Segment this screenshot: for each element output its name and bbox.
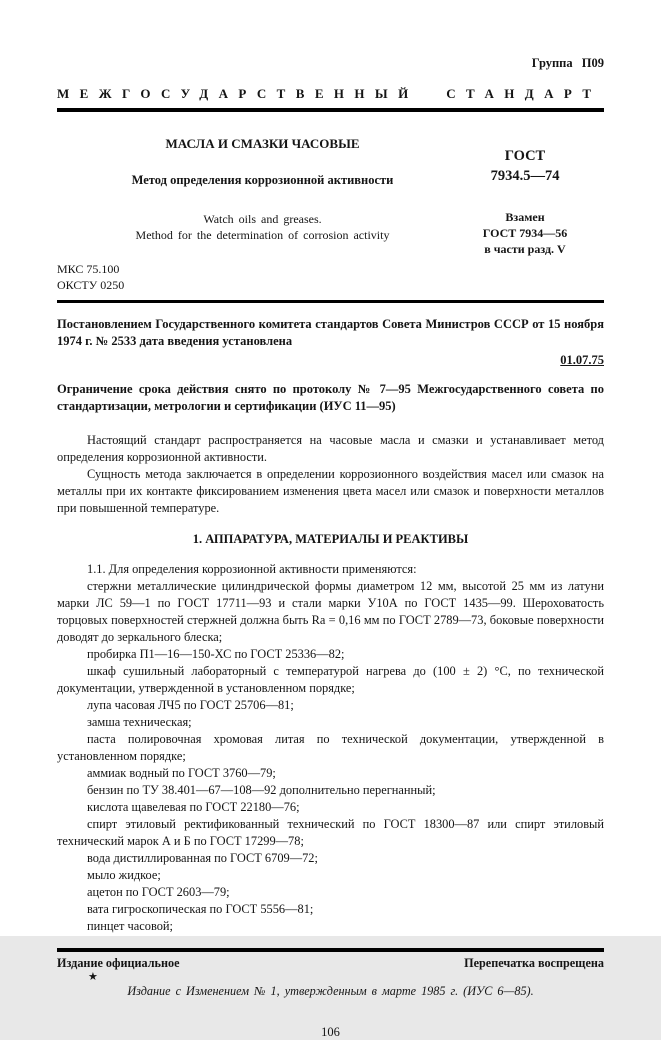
- section-1-item: бензин по ТУ 38.401—67—108—92 дополнительно перегнанный;: [87, 783, 436, 797]
- gost-label: ГОСТ: [504, 148, 546, 164]
- replaces-note: [446, 209, 604, 257]
- gost-number: 7934.5—74: [490, 168, 560, 184]
- section-1-heading: 1. АППАРАТУРА, МАТЕРИАЛЫ И РЕАКТИВЫ: [192, 532, 469, 546]
- official-edition-label: Издание официальное: [57, 956, 180, 970]
- section-1-item: пинцет часовой;: [87, 919, 173, 933]
- reprint-forbidden-label: Перепечатка воспрещена: [464, 956, 604, 970]
- section-1-item: стержни металлические цилиндрической формы диаметром 12 мм, высотой 25 мм из латуни марки ЛС 59—1 по ГОСТ 17711—93 и стали марки У10А по ГОСТ 1435—99. Шероховатость торцовых поверхностей стержней должна быть Ra = 0,16 мм по ГОСТ 2789—73, боковые поверхности доводят до зеркального блеска;: [57, 579, 604, 644]
- classification-codes: [57, 261, 604, 293]
- limitation-paragraph: Ограничение срока действия снято по протоколу № 7—95 Межгосударственного совета по стандартизации, метрологии и сертификации (ИУС 11—95): [57, 382, 604, 413]
- section-1-item: ацетон по ГОСТ 2603—79;: [87, 885, 230, 899]
- footer-row: [57, 956, 604, 971]
- section-1-item: паста полировочная хромовая литая по технической документации, утвержденной в установленном порядке;: [57, 732, 604, 763]
- section-1-body: [57, 561, 604, 935]
- gost-designation-column: [446, 136, 604, 257]
- edition-note: Издание с Изменением № 1, утвержденным в марте 1985 г. (ИУС 6—85).: [127, 984, 534, 998]
- section-1-item: кислота щавелевая по ГОСТ 22180—76;: [87, 800, 300, 814]
- document-subtitle-ru: Метод определения коррозионной активности: [131, 173, 394, 187]
- intro-section: [57, 432, 604, 517]
- codes-rule: [57, 300, 604, 303]
- document-title-en: [87, 211, 438, 243]
- document-title-ru: МАСЛА И СМАЗКИ ЧАСОВЫЕ: [165, 136, 360, 151]
- gost-designation: [446, 146, 604, 186]
- section-1-item: замша техническая;: [87, 715, 192, 729]
- intro-paragraph-2: Сущность метода заключается в определении коррозионного воздействия масел или смазок на металлы при их контакте фиксированием изменения цвета масел или смазок и поверхности металлов при повышенной температуре.: [57, 467, 604, 515]
- effective-date: 01.07.75: [560, 353, 604, 367]
- title-main-column: [57, 136, 446, 257]
- header-rule: [57, 108, 604, 112]
- section-1-item: спирт этиловый ректификованный технический по ГОСТ 18300—87 или спирт этиловый технический марок А и Б по ГОСТ 17299—78;: [57, 817, 604, 848]
- replaces-label: Взамен: [505, 210, 545, 224]
- title-block: [57, 136, 604, 257]
- title-en-line2: Method for the determination of corrosion activity: [135, 228, 390, 242]
- section-1-item: аммиак водный по ГОСТ 3760—79;: [87, 766, 276, 780]
- section-1-item: вата гигроскопическая по ГОСТ 5556—81;: [87, 902, 314, 916]
- standard-type-heading: МЕЖГОСУДАРСТВЕННЫЙ СТАНДАРТ: [57, 86, 602, 101]
- mks-code: МКС 75.100: [57, 262, 120, 276]
- star-icon: ★: [88, 971, 98, 983]
- section-1-item: лупа часовая ЛЧ5 по ГОСТ 25706—81;: [87, 698, 294, 712]
- title-en-line1: Watch oils and greases.: [203, 212, 322, 226]
- footer-rule: [57, 948, 604, 952]
- section-1-item: шкаф сушильный лабораторный с температурой нагрева до (100 ± 2) °С, по технической документации, утвержденной в установленном порядке;: [57, 664, 604, 695]
- page-number: 106: [321, 1025, 340, 1039]
- intro-paragraph-1: Настоящий стандарт распространяется на часовые масла и смазки и устанавливает метод определения коррозионной активности.: [57, 433, 604, 464]
- replaces-standard: ГОСТ 7934—56: [482, 226, 568, 240]
- decree-paragraph: Постановлением Государственного комитета стандартов Совета Министров СССР от 15 ноября 1974 г. № 2533 дата введения установлена: [57, 317, 604, 348]
- okstu-code: ОКСТУ 0250: [57, 278, 125, 292]
- section-1-item: мыло жидкое;: [87, 868, 161, 882]
- group-label: Группа П09: [531, 56, 604, 70]
- section-1-item: вода дистиллированная по ГОСТ 6709—72;: [87, 851, 318, 865]
- section-1-item: 1.1. Для определения коррозионной активности применяются:: [87, 562, 417, 576]
- section-1-item: пробирка П1—16—150-ХС по ГОСТ 25336—82;: [87, 647, 345, 661]
- replaces-scope: в части разд. V: [484, 242, 566, 256]
